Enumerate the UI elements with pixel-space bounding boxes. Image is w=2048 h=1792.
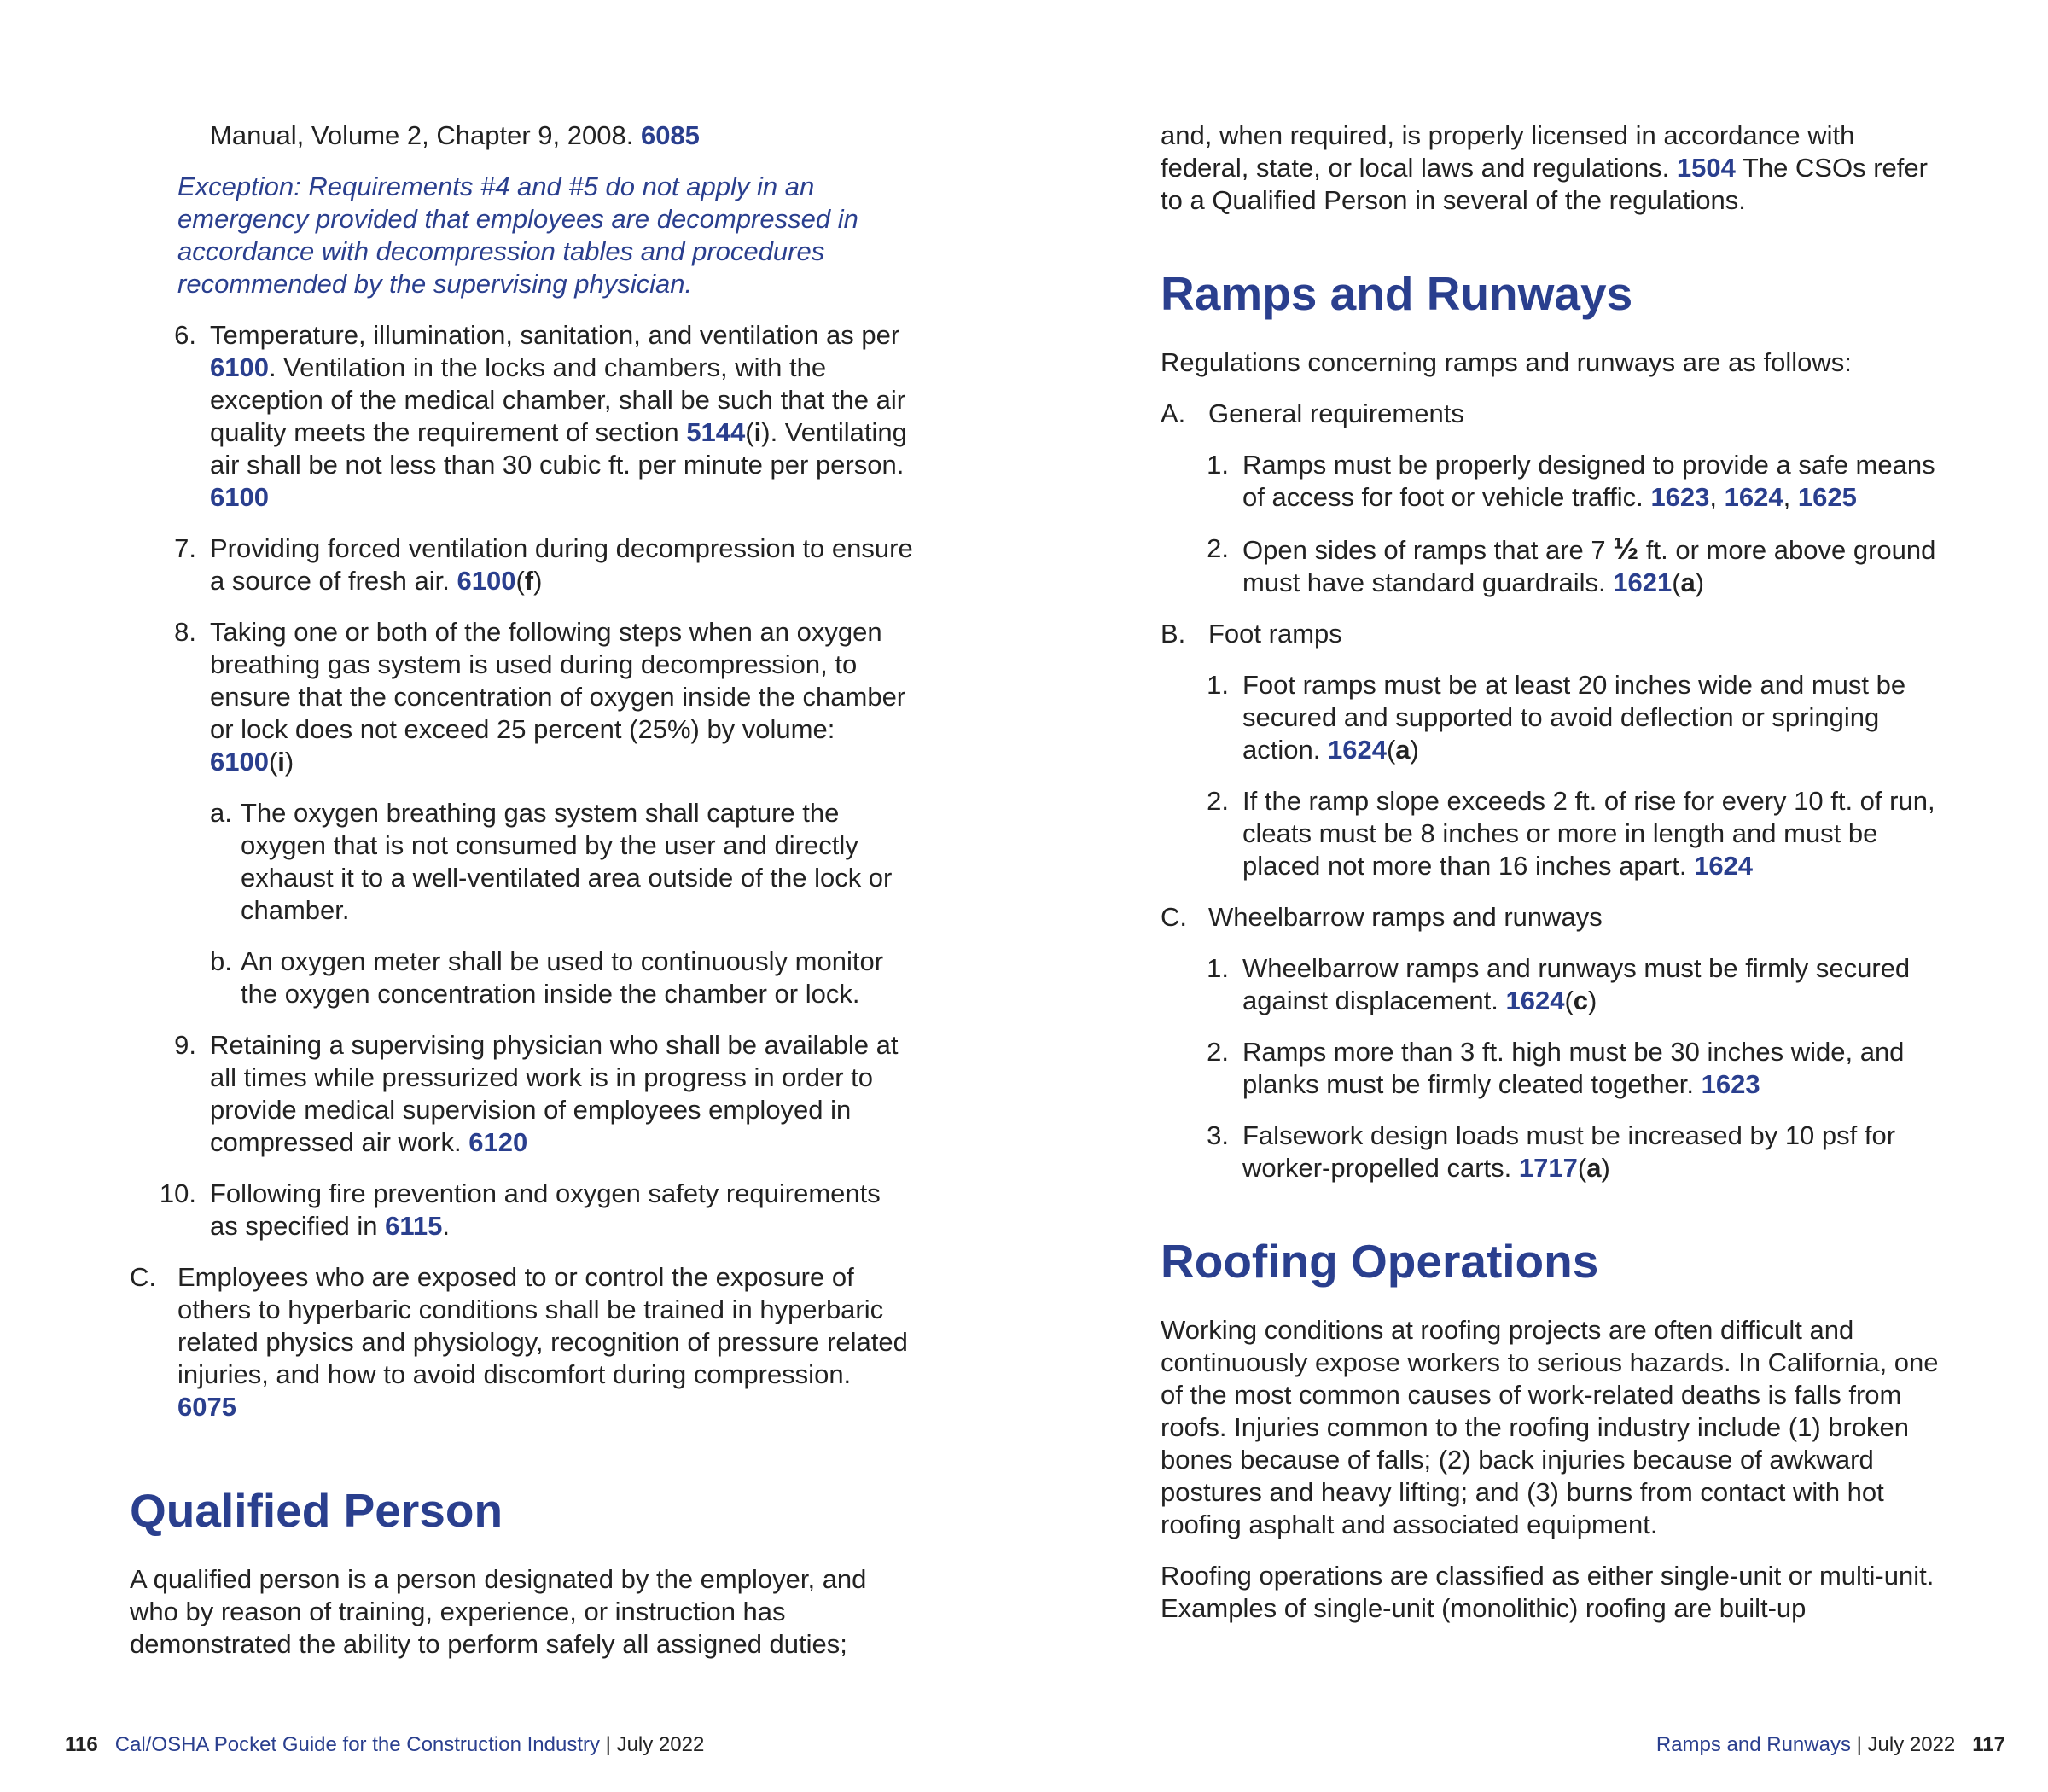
exception-note: Exception: Requirements #4 and #5 do not apply in an emergency provided that employees are decompressed in accordance with decompression tables and procedures recommended by the supervising physician. xyxy=(177,172,858,299)
regulation-ref: 6100 xyxy=(457,566,516,596)
item-letter: C. xyxy=(130,1262,156,1292)
subsection: i xyxy=(277,747,285,777)
regulation-ref: 1621 xyxy=(1613,567,1673,597)
section-heading-qualified-person: Qualified Person xyxy=(130,1484,503,1537)
subsection: f xyxy=(524,566,534,596)
subsection: i xyxy=(753,417,762,447)
list-item-8 xyxy=(130,616,915,778)
list-item-b1 xyxy=(1161,669,1946,766)
list-item-9 xyxy=(130,1029,915,1159)
item-text: If the ramp slope exceeds 2 ft. of rise for every 10 ft. of run, cleats must be 8 inches or more in length and must be placed not more than 16 inches apart. xyxy=(1242,786,1935,881)
item-number: 1. xyxy=(1207,670,1229,700)
section-heading-roofing-operations: Roofing Operations xyxy=(1161,1235,1599,1288)
item-text: Wheelbarrow ramps and runways xyxy=(1208,902,1603,932)
list-item-b xyxy=(1161,618,1946,650)
item-letter: a. xyxy=(210,798,232,828)
item-body: Wheelbarrow ramps and runways must be firmly secured against displacement. 1624(c) xyxy=(1242,953,1911,1015)
item-text: Open sides of ramps that are 7 xyxy=(1242,535,1606,565)
item-text: Ramps more than 3 ft. high must be 30 inches wide, and planks must be firmly cleated together. xyxy=(1242,1037,1905,1099)
list-item-7 xyxy=(130,532,915,597)
paragraph-text: The CSOs refer to a Qualified Person in several of the regulations. xyxy=(1161,153,1928,215)
item-letter: B. xyxy=(1161,619,1186,649)
list-item-a2 xyxy=(1161,532,1946,599)
intro-text: Manual, Volume 2, Chapter 9, 2008. xyxy=(210,120,634,150)
item-text: Retaining a supervising physician who shall be available at all times while pressurized work is in progress in order to provide medical supervision of employees employed in compressed air work. xyxy=(210,1030,899,1157)
regulation-ref: 1504 xyxy=(1676,153,1736,183)
item-body: Ramps must be properly designed to provide a safe means of access for foot or vehicle traffic. 1623, 1624, 1625 xyxy=(1242,450,1935,512)
regulation-ref: 1625 xyxy=(1797,482,1857,512)
item-letter: C. xyxy=(1161,902,1187,932)
item-text: . xyxy=(442,1211,450,1241)
regulation-ref: 6100 xyxy=(210,482,269,512)
list-item-a xyxy=(1161,398,1946,430)
subsection: a xyxy=(1395,735,1411,765)
item-body: Providing forced ventilation during decompression to ensure a source of fresh air. 6100(f) xyxy=(210,533,913,596)
item-number: 3. xyxy=(1207,1120,1229,1150)
footer-left xyxy=(65,1732,704,1758)
page-number: 117 xyxy=(1972,1733,2005,1756)
regulation-ref: 6085 xyxy=(640,120,700,150)
item-body xyxy=(1242,785,1946,882)
item-text: ft. or more above ground must have standard guardrails. xyxy=(1242,535,1936,597)
item-body: Falsework design loads must be increased by 10 psf for worker-propelled carts. 1717(a) xyxy=(1242,1120,1896,1183)
list-item-6 xyxy=(130,319,915,514)
item-text: Temperature, illumination, sanitation, and ventilation as per xyxy=(210,320,900,350)
continued-paragraph xyxy=(1161,119,1946,217)
regulation-ref: 6115 xyxy=(385,1211,443,1241)
qualified-person-text: A qualified person is a person designated by the employer, and who by reason of training, experience, or instruction has demonstrated the ability to perform safely all assigned duties; xyxy=(130,1564,867,1659)
item-body: Open sides of ramps that are 7 ½ ft. or more above ground must have standard guardrails. 1621(a) xyxy=(1242,531,1936,597)
item-text: An oxygen meter shall be used to continuously monitor the oxygen concentration inside the chamber or lock. xyxy=(241,946,884,1009)
footer-date: | July 2022 xyxy=(1850,1733,1956,1756)
footer-date: | July 2022 xyxy=(600,1733,705,1756)
item-number: 2. xyxy=(1207,533,1229,563)
section-heading-ramps-runways: Ramps and Runways xyxy=(1161,267,1633,320)
item-number: 2. xyxy=(1207,1037,1229,1067)
list-item-a1 xyxy=(1161,449,1946,514)
list-item-c2 xyxy=(1161,1036,1946,1101)
page-number: 116 xyxy=(65,1733,98,1756)
roofing-paragraph-2: Roofing operations are classified as either single-unit or multi-unit. Examples of single-unit (monolithic) roofing are built-up xyxy=(1161,1561,1935,1623)
list-item-c xyxy=(130,1261,915,1423)
subsection: a xyxy=(1586,1153,1602,1183)
left-column xyxy=(130,119,915,1679)
item-number: 7. xyxy=(174,533,196,563)
right-column xyxy=(1161,119,1946,1644)
regulation-ref: 1623 xyxy=(1701,1069,1760,1099)
item-body xyxy=(1242,1036,1946,1101)
item-body xyxy=(177,1261,915,1423)
item-text: Foot ramps xyxy=(1208,619,1342,649)
list-item-10 xyxy=(130,1178,915,1242)
regulation-ref: 1717 xyxy=(1518,1153,1578,1183)
item-body: Temperature, illumination, sanitation, and ventilation as per 6100. Ventilation in the locks and chambers, with the exception of the medical chamber, shall be such that the air quality meets the requirement of section 5144(i). Ventilating air shall be not less than 30 cubic ft. per minute per person. 6100 xyxy=(210,320,907,512)
footer-right xyxy=(1656,1732,2005,1758)
intro-line xyxy=(210,119,915,152)
item-number: 8. xyxy=(174,617,196,647)
list-item-c xyxy=(1161,901,1946,934)
item-number: 1. xyxy=(1207,953,1229,983)
paragraph-text: and, when required, is properly licensed in accordance with federal, state, or local laws and regulations. xyxy=(1161,120,1855,183)
item-text: Providing forced ventilation during decompression to ensure a source of fresh air. xyxy=(210,533,913,596)
regulation-ref: 1624 xyxy=(1724,482,1783,512)
item-number: 6. xyxy=(174,320,196,350)
item-body xyxy=(210,1178,915,1242)
list-item-c3 xyxy=(1161,1120,1946,1184)
regulation-ref: 1624 xyxy=(1694,851,1754,881)
item-body xyxy=(210,1029,915,1159)
item-number: 9. xyxy=(174,1030,196,1060)
item-text: Wheelbarrow ramps and runways must be firmly secured against displacement. xyxy=(1242,953,1911,1015)
item-text: Falsework design loads must be increased by 10 psf for worker-propelled carts. xyxy=(1242,1120,1896,1183)
subsection: a xyxy=(1680,567,1696,597)
regulation-ref: 1624 xyxy=(1327,735,1387,765)
regulation-ref: 6100 xyxy=(210,747,269,777)
item-number: 2. xyxy=(1207,786,1229,816)
ramps-intro: Regulations concerning ramps and runways are as follows: xyxy=(1161,347,1852,377)
item-text: General requirements xyxy=(1208,399,1464,428)
regulation-ref: 6100 xyxy=(210,352,269,382)
footer-title: Ramps and Runways xyxy=(1655,1733,1851,1756)
item-number: 1. xyxy=(1207,450,1229,480)
item-body: Taking one or both of the following steps when an oxygen breathing gas system is used during decompression, to ensure that the concentration of oxygen inside the chamber or lock does not exceed 25 percent (25%) by volume: 6100(i) xyxy=(210,617,906,777)
regulation-ref: 1624 xyxy=(1505,986,1565,1015)
list-item-8b xyxy=(210,945,915,1010)
list-item-c1 xyxy=(1161,952,1946,1017)
list-item-b2 xyxy=(1161,785,1946,882)
fraction: ½ xyxy=(1613,531,1639,566)
item-number: 10. xyxy=(159,1178,196,1208)
item-letter: A. xyxy=(1161,399,1186,428)
regulation-ref: 5144 xyxy=(686,417,746,447)
footer-title: Cal/OSHA Pocket Guide for the Construction Industry xyxy=(114,1733,600,1756)
item-text: . Ventilation in the locks and chambers, with the exception of the medical chamber, shall be such that the air quality meets the requirement of section xyxy=(210,352,906,447)
item-text: Ramps must be properly designed to provide a safe means of access for foot or vehicle traffic. xyxy=(1242,450,1935,512)
item-body: Foot ramps must be at least 20 inches wide and must be secured and supported to avoid deflection or springing action. 1624(a) xyxy=(1242,670,1906,765)
item-text: Following fire prevention and oxygen safety requirements as specified in xyxy=(210,1178,881,1241)
item-text: . Ventilating air shall be not less than 30 cubic ft. per minute per person. xyxy=(210,417,907,480)
item-text: Taking one or both of the following steps when an oxygen breathing gas system is used during decompression, to ensure that the concentration of oxygen inside the chamber or lock does not exceed 25 percent (25%) by volume: xyxy=(210,617,906,744)
item-text: Employees who are exposed to or control the exposure of others to hyperbaric conditions shall be trained in hyperbaric related physics and physiology, recognition of pressure related injuries, and how to avoid discomfort during compression. xyxy=(177,1262,908,1389)
regulation-ref: 6075 xyxy=(177,1392,236,1422)
subsection: c xyxy=(1573,986,1589,1015)
item-text: Foot ramps must be at least 20 inches wide and must be secured and supported to avoid deflection or springing action. xyxy=(1242,670,1906,765)
item-text: The oxygen breathing gas system shall capture the oxygen that is not consumed by the user and directly exhaust it to a well-ventilated area outside of the lock or chamber. xyxy=(241,798,893,925)
roofing-paragraph-1: Working conditions at roofing projects are often difficult and continuously expose workers to serious hazards. In California, one of the most common causes of work-related deaths is falls from roofs. Injuries common to the roofing industry include (1) broken bones because of falls; (2) back injuries because of awkward postures and heavy lifting; and (3) burns from contact with hot roofing asphalt and associated equipment. xyxy=(1161,1315,1939,1539)
regulation-ref: 6120 xyxy=(468,1127,528,1157)
list-item-8a xyxy=(210,797,915,927)
item-letter: b. xyxy=(210,946,232,976)
regulation-ref: 1623 xyxy=(1650,482,1710,512)
